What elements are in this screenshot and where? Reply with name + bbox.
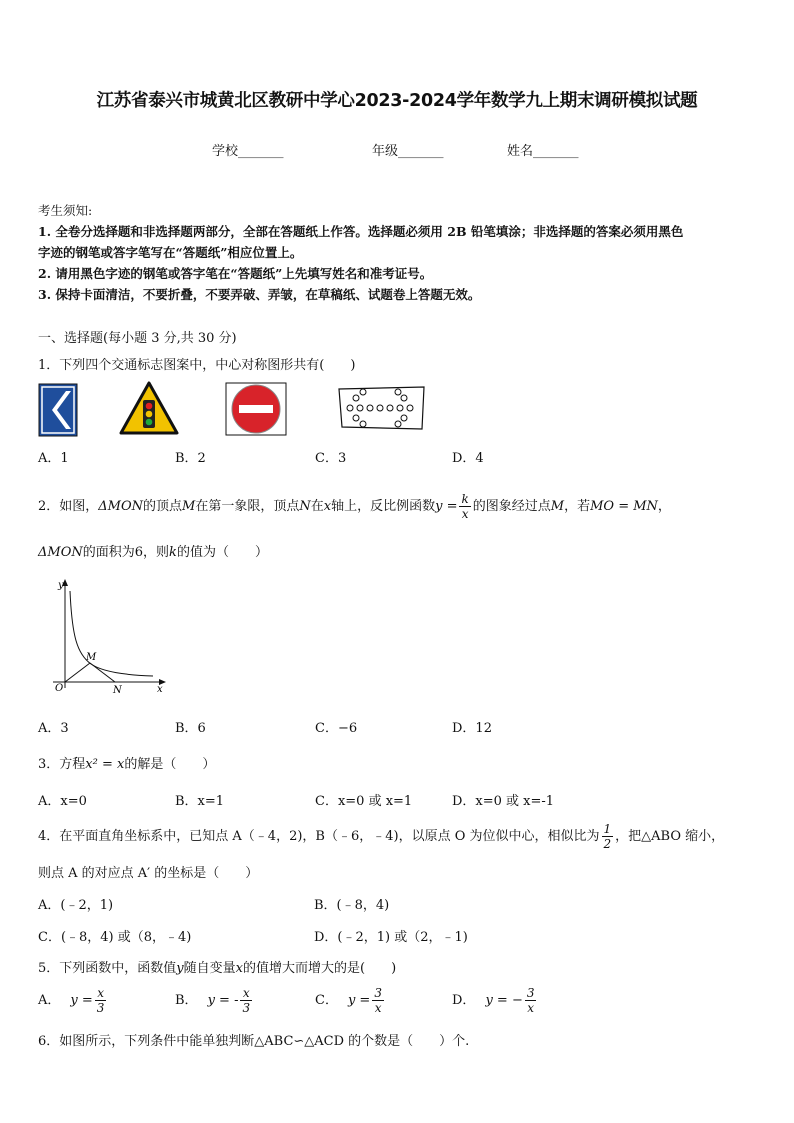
exam-title: 江苏省泰兴市城黄北区教研中学心2023-2024学年数学九上期末调研模拟试题: [96, 91, 698, 111]
q5-text: 5．下列函数中，函数值: [38, 961, 177, 976]
q3-stem: [38, 753, 215, 772]
q2-text: 的面积为: [82, 545, 135, 560]
q1-stem: 1．下列四个交通标志图案中，中心对称图形共有( ): [38, 358, 356, 373]
q4-stem-line2: 则点 A 的对应点 A′ 的坐标是（ ）: [38, 866, 259, 881]
dotted-arrow-sign-icon: [336, 384, 428, 432]
q2-triangle: ΔMON: [38, 545, 83, 560]
q2-y-eq: y =: [435, 499, 458, 514]
q4-option-b: B．(﹣8，4): [314, 898, 390, 913]
q2-condition: MO = MN: [590, 499, 658, 514]
q2-triangle: ΔMON: [98, 499, 144, 514]
q5-x: x: [235, 961, 243, 976]
q4-option-d: D．(﹣2，1) 或（2，﹣1): [314, 930, 468, 945]
notice-heading: 考生须知:: [38, 203, 93, 218]
hyperbola-curve: [70, 591, 153, 676]
notice-line-1: 1. 全卷分选择题和非选择题两部分，全部在答题纸上作答。选择题必须用 2B 铅笔填涂；非选择题的答案必须用黑色: [38, 224, 684, 239]
graph-label-x: x: [157, 684, 163, 695]
q5-option-a: A． y = $\frac{x}{3}$: [38, 986, 105, 1015]
q1-option-b: B．2: [175, 451, 206, 466]
q2-option-a: A．3: [38, 721, 69, 736]
q3-option-c: C．x=0 或 x=1: [315, 794, 413, 809]
q2-text: ，若: [564, 499, 591, 514]
q4-fraction: $\frac{1}{2}$: [603, 822, 612, 851]
graph-label-o: O: [55, 683, 64, 694]
q2-text: 的图象经过点: [472, 499, 551, 514]
graph-label-n: N: [113, 685, 122, 696]
q2-option-b: B．6: [175, 721, 206, 736]
q5-option-c: C． y = $\frac{3}{x}$: [315, 986, 382, 1015]
q2-text: ，则: [143, 545, 170, 560]
q4-text: ，把△ABO 缩小，: [615, 829, 725, 844]
q5-text: 随自变量: [183, 961, 236, 976]
q2-graph: [45, 576, 175, 696]
q3-text: 的解是（ ）: [124, 757, 216, 772]
no-entry-sign-icon: [225, 382, 287, 436]
q2-text: ，: [657, 499, 671, 514]
q2-stem-line2: [38, 541, 268, 560]
q3-text: 3．方程: [38, 757, 86, 772]
q5-option-d: D． y = − $\frac{3}{x}$: [452, 986, 535, 1015]
traffic-light-warning-sign-icon: [118, 380, 180, 436]
q2-stem-line1: [38, 492, 671, 521]
segment-mn: [90, 663, 115, 682]
q2-text: 的值为（ ）: [176, 545, 268, 560]
notice-line-4: 3. 保持卡面清洁，不要折叠，不要弄破、弄皱，在草稿纸、试题卷上答题无效。: [38, 287, 481, 302]
q2-text: 2．如图，: [38, 499, 99, 514]
q5-option-b: B． y = - $\frac{x}{3}$: [175, 986, 251, 1015]
q2-option-d: D．12: [452, 721, 492, 736]
school-field: 学校_______: [212, 144, 284, 159]
q2-x: x: [323, 499, 332, 514]
notice-line-2: 字迹的钢笔或答字笔写在“答题纸”相应位置上。: [38, 245, 303, 260]
q1-option-d: D．4: [452, 451, 484, 466]
q4-text: 4．在平面直角坐标系中，已知点 A（﹣4，2)，B（﹣6，﹣4)，以原点 O 为位似中心，相似比为: [38, 829, 600, 844]
q2-point-m: M: [550, 499, 565, 514]
q5-stem: [38, 957, 396, 976]
q2-text: 在: [310, 499, 324, 514]
q4-option-c: C．(﹣8，4) 或（8，﹣4): [38, 930, 192, 945]
q2-k: k: [169, 545, 177, 560]
q3-option-b: B．x=1: [175, 794, 225, 809]
name-field: 姓名_______: [507, 144, 579, 159]
q2-option-c: C．−6: [315, 721, 358, 736]
notice-line-3: 2. 请用黑色字迹的钢笔或答字笔在“答题纸”上先填写姓名和准考证号。: [38, 266, 433, 281]
segment-om: [65, 663, 90, 682]
q1-option-c: C．3: [315, 451, 347, 466]
grade-field: 年级_______: [372, 144, 444, 159]
q6-stem: 6．如图所示，下列条件中能单独判断△ABC∽△ACD 的个数是（ ）个.: [38, 1034, 470, 1049]
q3-option-d: D．x=0 或 x=-1: [452, 794, 555, 809]
q2-area: 6: [134, 545, 144, 560]
q4-stem-line1: [38, 822, 724, 851]
q2-text: 在第一象限，顶点: [195, 499, 300, 514]
blue-chevron-sign-icon: [38, 383, 78, 437]
q2-point-m: M: [182, 499, 196, 514]
q5-text: 的值增大而增大的是( ): [243, 961, 397, 976]
q3-option-a: A．x=0: [38, 794, 87, 809]
q2-text: 的顶点: [143, 499, 183, 514]
q2-fraction: $\frac{k}{x}$: [461, 492, 469, 521]
q5-y: y: [176, 961, 184, 976]
q4-option-a: A．(﹣2，1): [38, 898, 114, 913]
q2-text: 轴上，反比例函数: [331, 499, 436, 514]
graph-label-m: M: [86, 652, 97, 663]
q1-option-a: A．1: [38, 451, 69, 466]
q3-equation: x² = x: [85, 757, 125, 772]
graph-label-y: y: [58, 580, 64, 591]
q2-point-n: N: [299, 499, 311, 514]
section-heading: 一、选择题(每小题 3 分,共 30 分): [38, 331, 237, 346]
